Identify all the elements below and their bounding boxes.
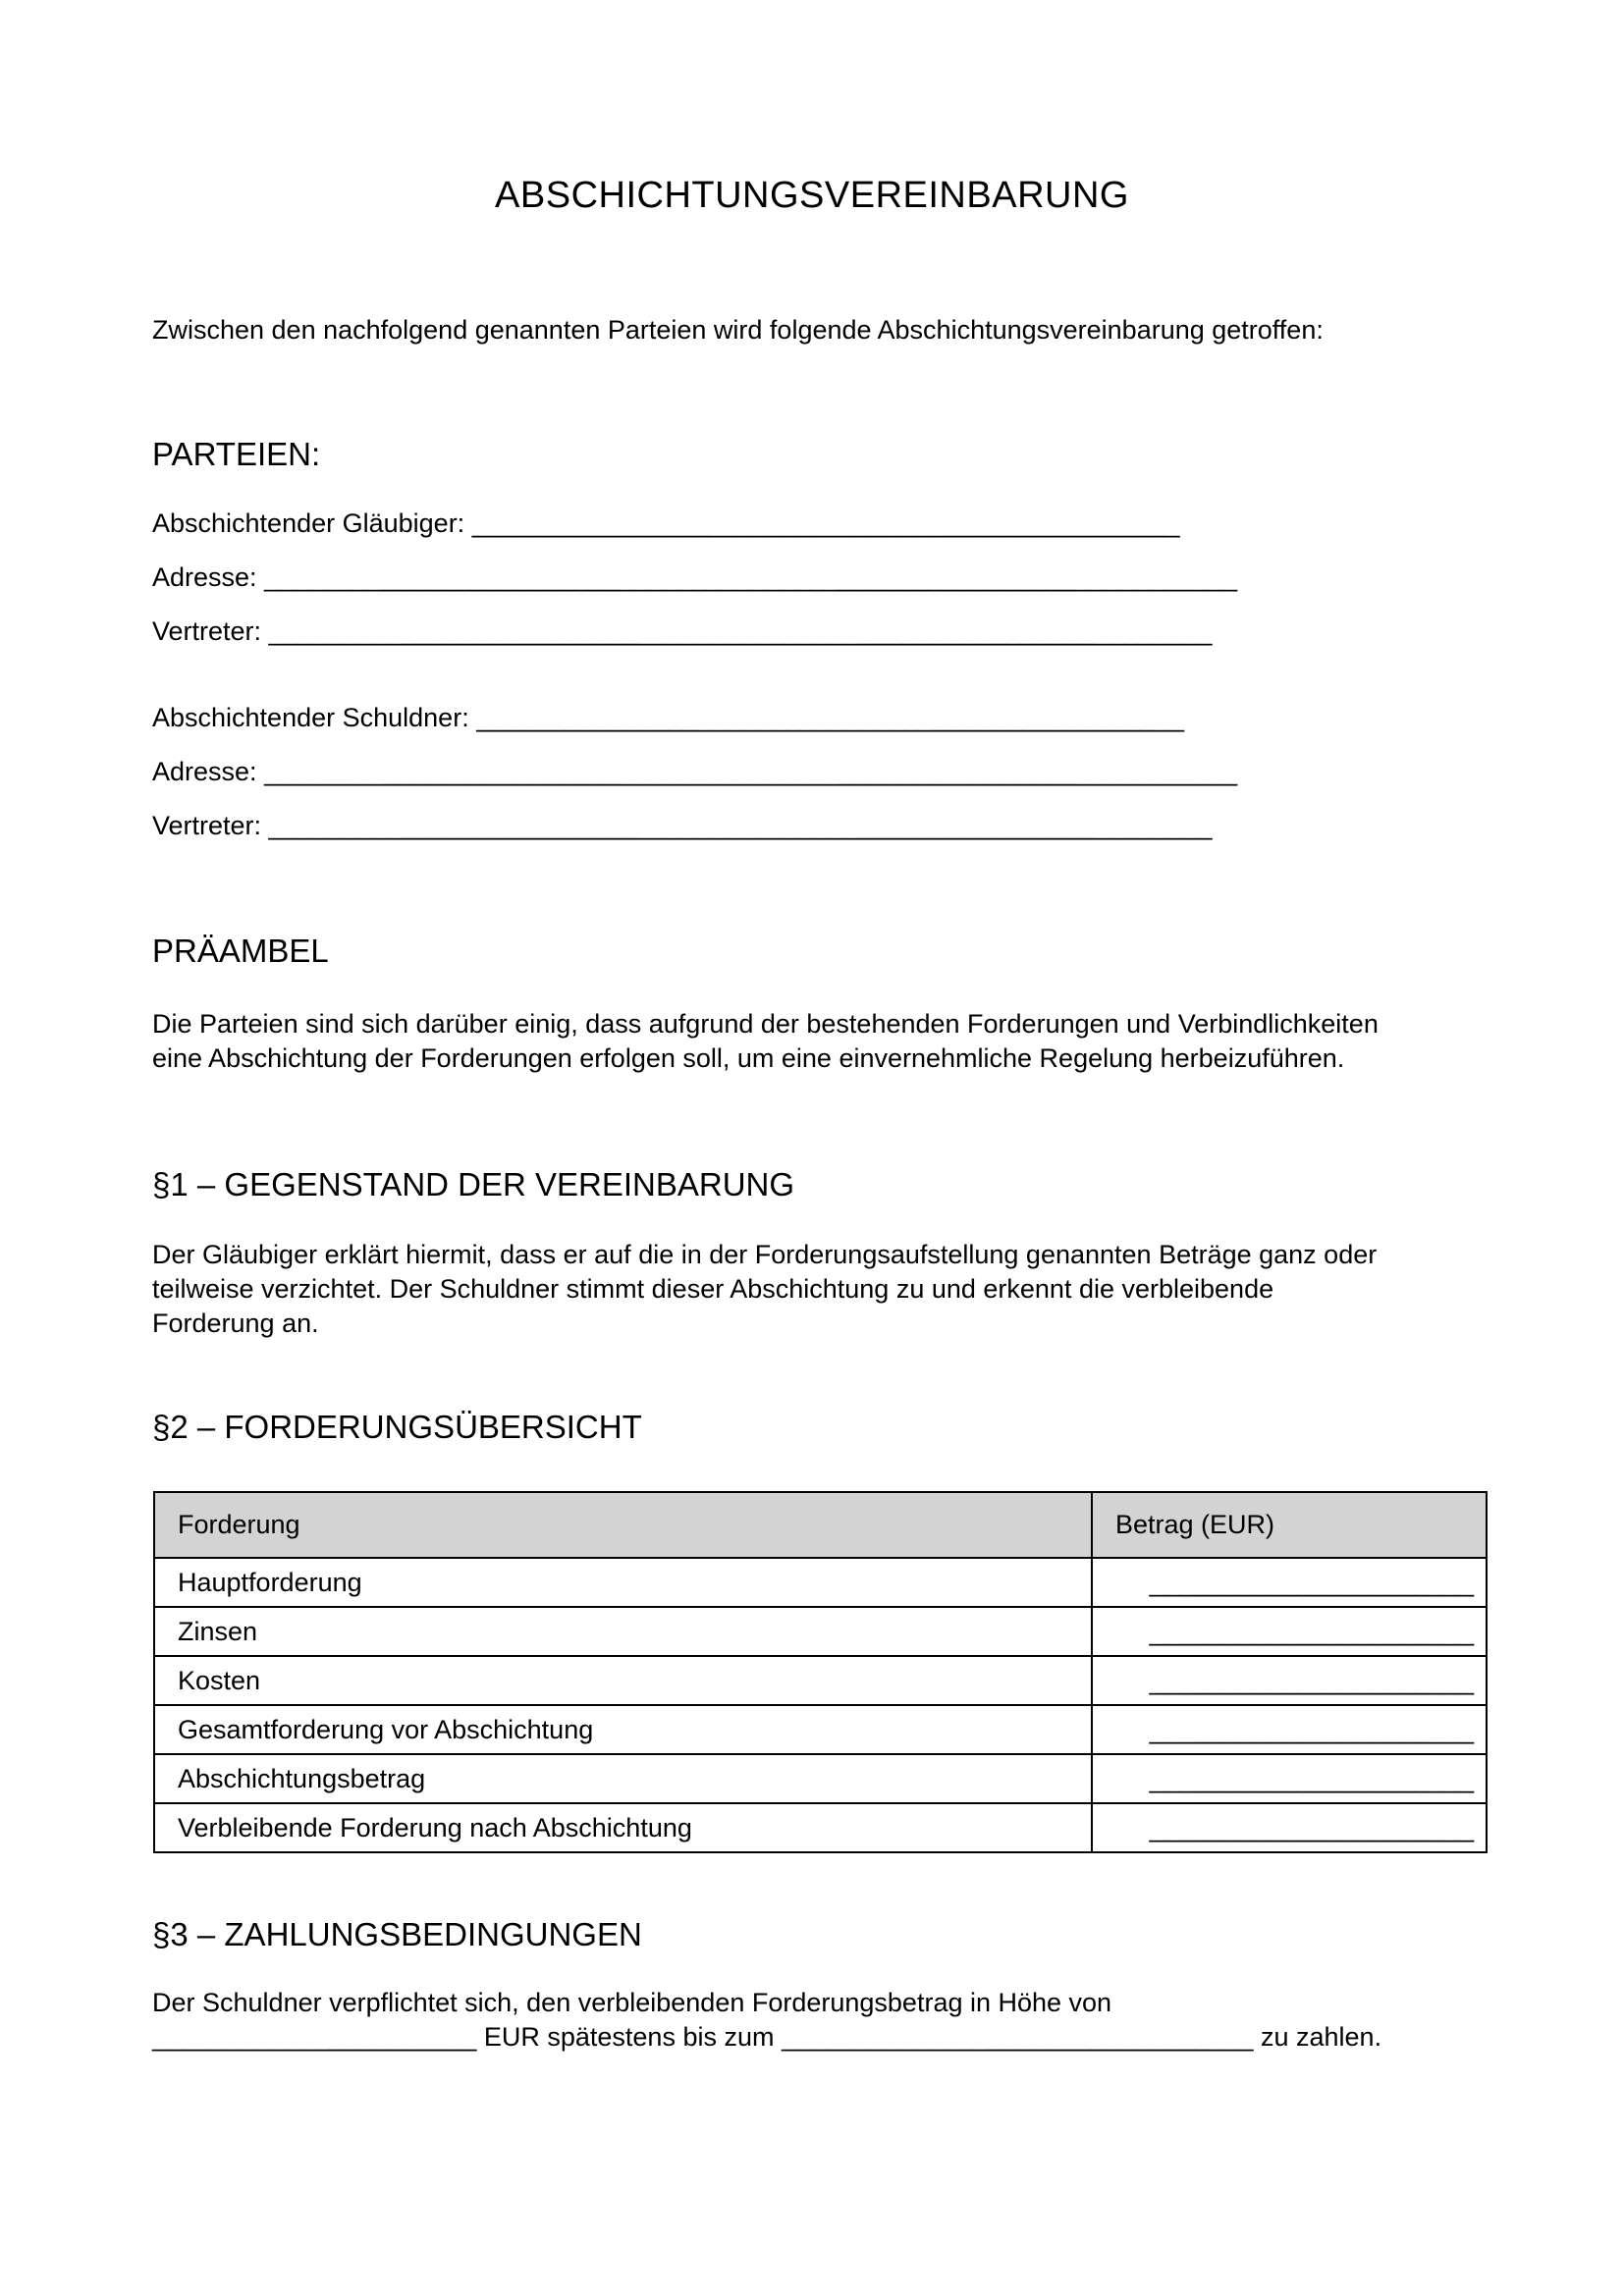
forderung-label-cell: Verbleibende Forderung nach Abschichtung: [154, 1803, 1092, 1852]
field-label: Vertreter:: [152, 616, 269, 646]
field-blank-line: ________________________________________________________________: [268, 811, 1213, 840]
betrag-cell: [1092, 1656, 1487, 1705]
forderung-label-cell: Zinsen: [154, 1607, 1092, 1656]
schuldner-fields: [152, 700, 1472, 843]
paragraph-line: Der Schuldner verpflichtet sich, den verbleibenden Forderungsbetrag in Höhe von: [152, 1988, 1112, 2017]
fill-in-row: [152, 560, 1472, 595]
field-label: Abschichtender Schuldner:: [152, 703, 477, 732]
paragraph-line: Die Parteien sind sich darüber einig, dass aufgrund der bestehenden Forderungen und Verbindlichkeiten: [152, 1009, 1379, 1039]
field-blank-line: ________________________________________________: [476, 703, 1184, 732]
field-blank-line: __________________________________________________________________: [264, 757, 1238, 786]
betrag-blank-line: ______________________: [1149, 1714, 1474, 1744]
fill-in-row: [152, 506, 1472, 541]
betrag-blank-line: ______________________: [1149, 1665, 1474, 1695]
betrag-cell: [1092, 1705, 1487, 1754]
intro-paragraph: Zwischen den nachfolgend genannten Parteien wird folgende Abschichtungsvereinbarung getroffen:: [152, 315, 1324, 345]
fill-in-row: [152, 808, 1472, 843]
field-label: Vertreter:: [152, 811, 269, 840]
forderung-label-cell: Abschichtungsbetrag: [154, 1754, 1092, 1803]
glaeubiger-fields: [152, 506, 1472, 649]
table-header-betrag: Betrag (EUR): [1092, 1492, 1487, 1558]
section-1-heading: §1 – GEGENSTAND DER VEREINBARUNG: [152, 1166, 795, 1202]
document-title: ABSCHICHTUNGSVEREINBARUNG: [495, 175, 1129, 216]
forderung-label-cell: Hauptforderung: [154, 1558, 1092, 1607]
section-3-paragraph: [152, 1986, 1472, 2055]
section-3-heading: §3 – ZAHLUNGSBEDINGUNGEN: [152, 1916, 642, 1952]
betrag-cell: [1092, 1607, 1487, 1656]
paragraph-line: teilweise verzichtet. Der Schuldner stimmt dieser Abschichtung zu und erkennt die verbleibende: [152, 1274, 1274, 1304]
table-header-row: [154, 1492, 1487, 1558]
paragraph-line: eine Abschichtung der Forderungen erfolgen soll, um eine einvernehmliche Regelung herbeizuführen.: [152, 1043, 1345, 1073]
betrag-cell: [1092, 1803, 1487, 1852]
fill-in-row: [152, 614, 1472, 649]
table-row: [154, 1754, 1487, 1803]
field-label: Abschichtender Gläubiger:: [152, 508, 472, 538]
forderungen-table: [153, 1491, 1488, 1853]
betrag-blank-line: ______________________: [1149, 1567, 1474, 1597]
fill-in-row: [152, 700, 1472, 735]
paragraph-line: Der Gläubiger erklärt hiermit, dass er auf die in der Forderungsaufstellung genannten Beträge ganz oder: [152, 1240, 1378, 1269]
field-label: Adresse:: [152, 757, 265, 786]
betrag-blank-line: ______________________: [1149, 1812, 1474, 1842]
betrag-blank-line: ______________________: [1149, 1763, 1474, 1793]
section-2-heading: §2 – FORDERUNGSÜBERSICHT: [152, 1409, 642, 1445]
section-1-paragraph: [152, 1238, 1472, 1341]
forderung-label-cell: Gesamtforderung vor Abschichtung: [154, 1705, 1092, 1754]
forderung-label-cell: Kosten: [154, 1656, 1092, 1705]
praeambel-paragraph: [152, 1007, 1472, 1076]
table-body: [154, 1558, 1487, 1852]
betrag-cell: [1092, 1754, 1487, 1803]
field-label: Adresse:: [152, 562, 265, 592]
table-row: [154, 1656, 1487, 1705]
paragraph-line: ______________________ EUR spätestens bis zum ________________________________ zu zahlen.: [152, 2022, 1382, 2052]
field-blank-line: __________________________________________________________________: [264, 562, 1238, 592]
betrag-blank-line: ______________________: [1149, 1616, 1474, 1646]
field-blank-line: ________________________________________________: [471, 508, 1180, 538]
parteien-heading: PARTEIEN:: [152, 436, 321, 472]
table-row: [154, 1803, 1487, 1852]
betrag-cell: [1092, 1558, 1487, 1607]
field-blank-line: ________________________________________________________________: [268, 616, 1213, 646]
table-row: [154, 1705, 1487, 1754]
table-row: [154, 1558, 1487, 1607]
table-row: [154, 1607, 1487, 1656]
paragraph-line: Forderung an.: [152, 1308, 319, 1338]
fill-in-row: [152, 754, 1472, 789]
table-header-forderung: Forderung: [154, 1492, 1092, 1558]
praeambel-heading: PRÄAMBEL: [152, 933, 329, 969]
